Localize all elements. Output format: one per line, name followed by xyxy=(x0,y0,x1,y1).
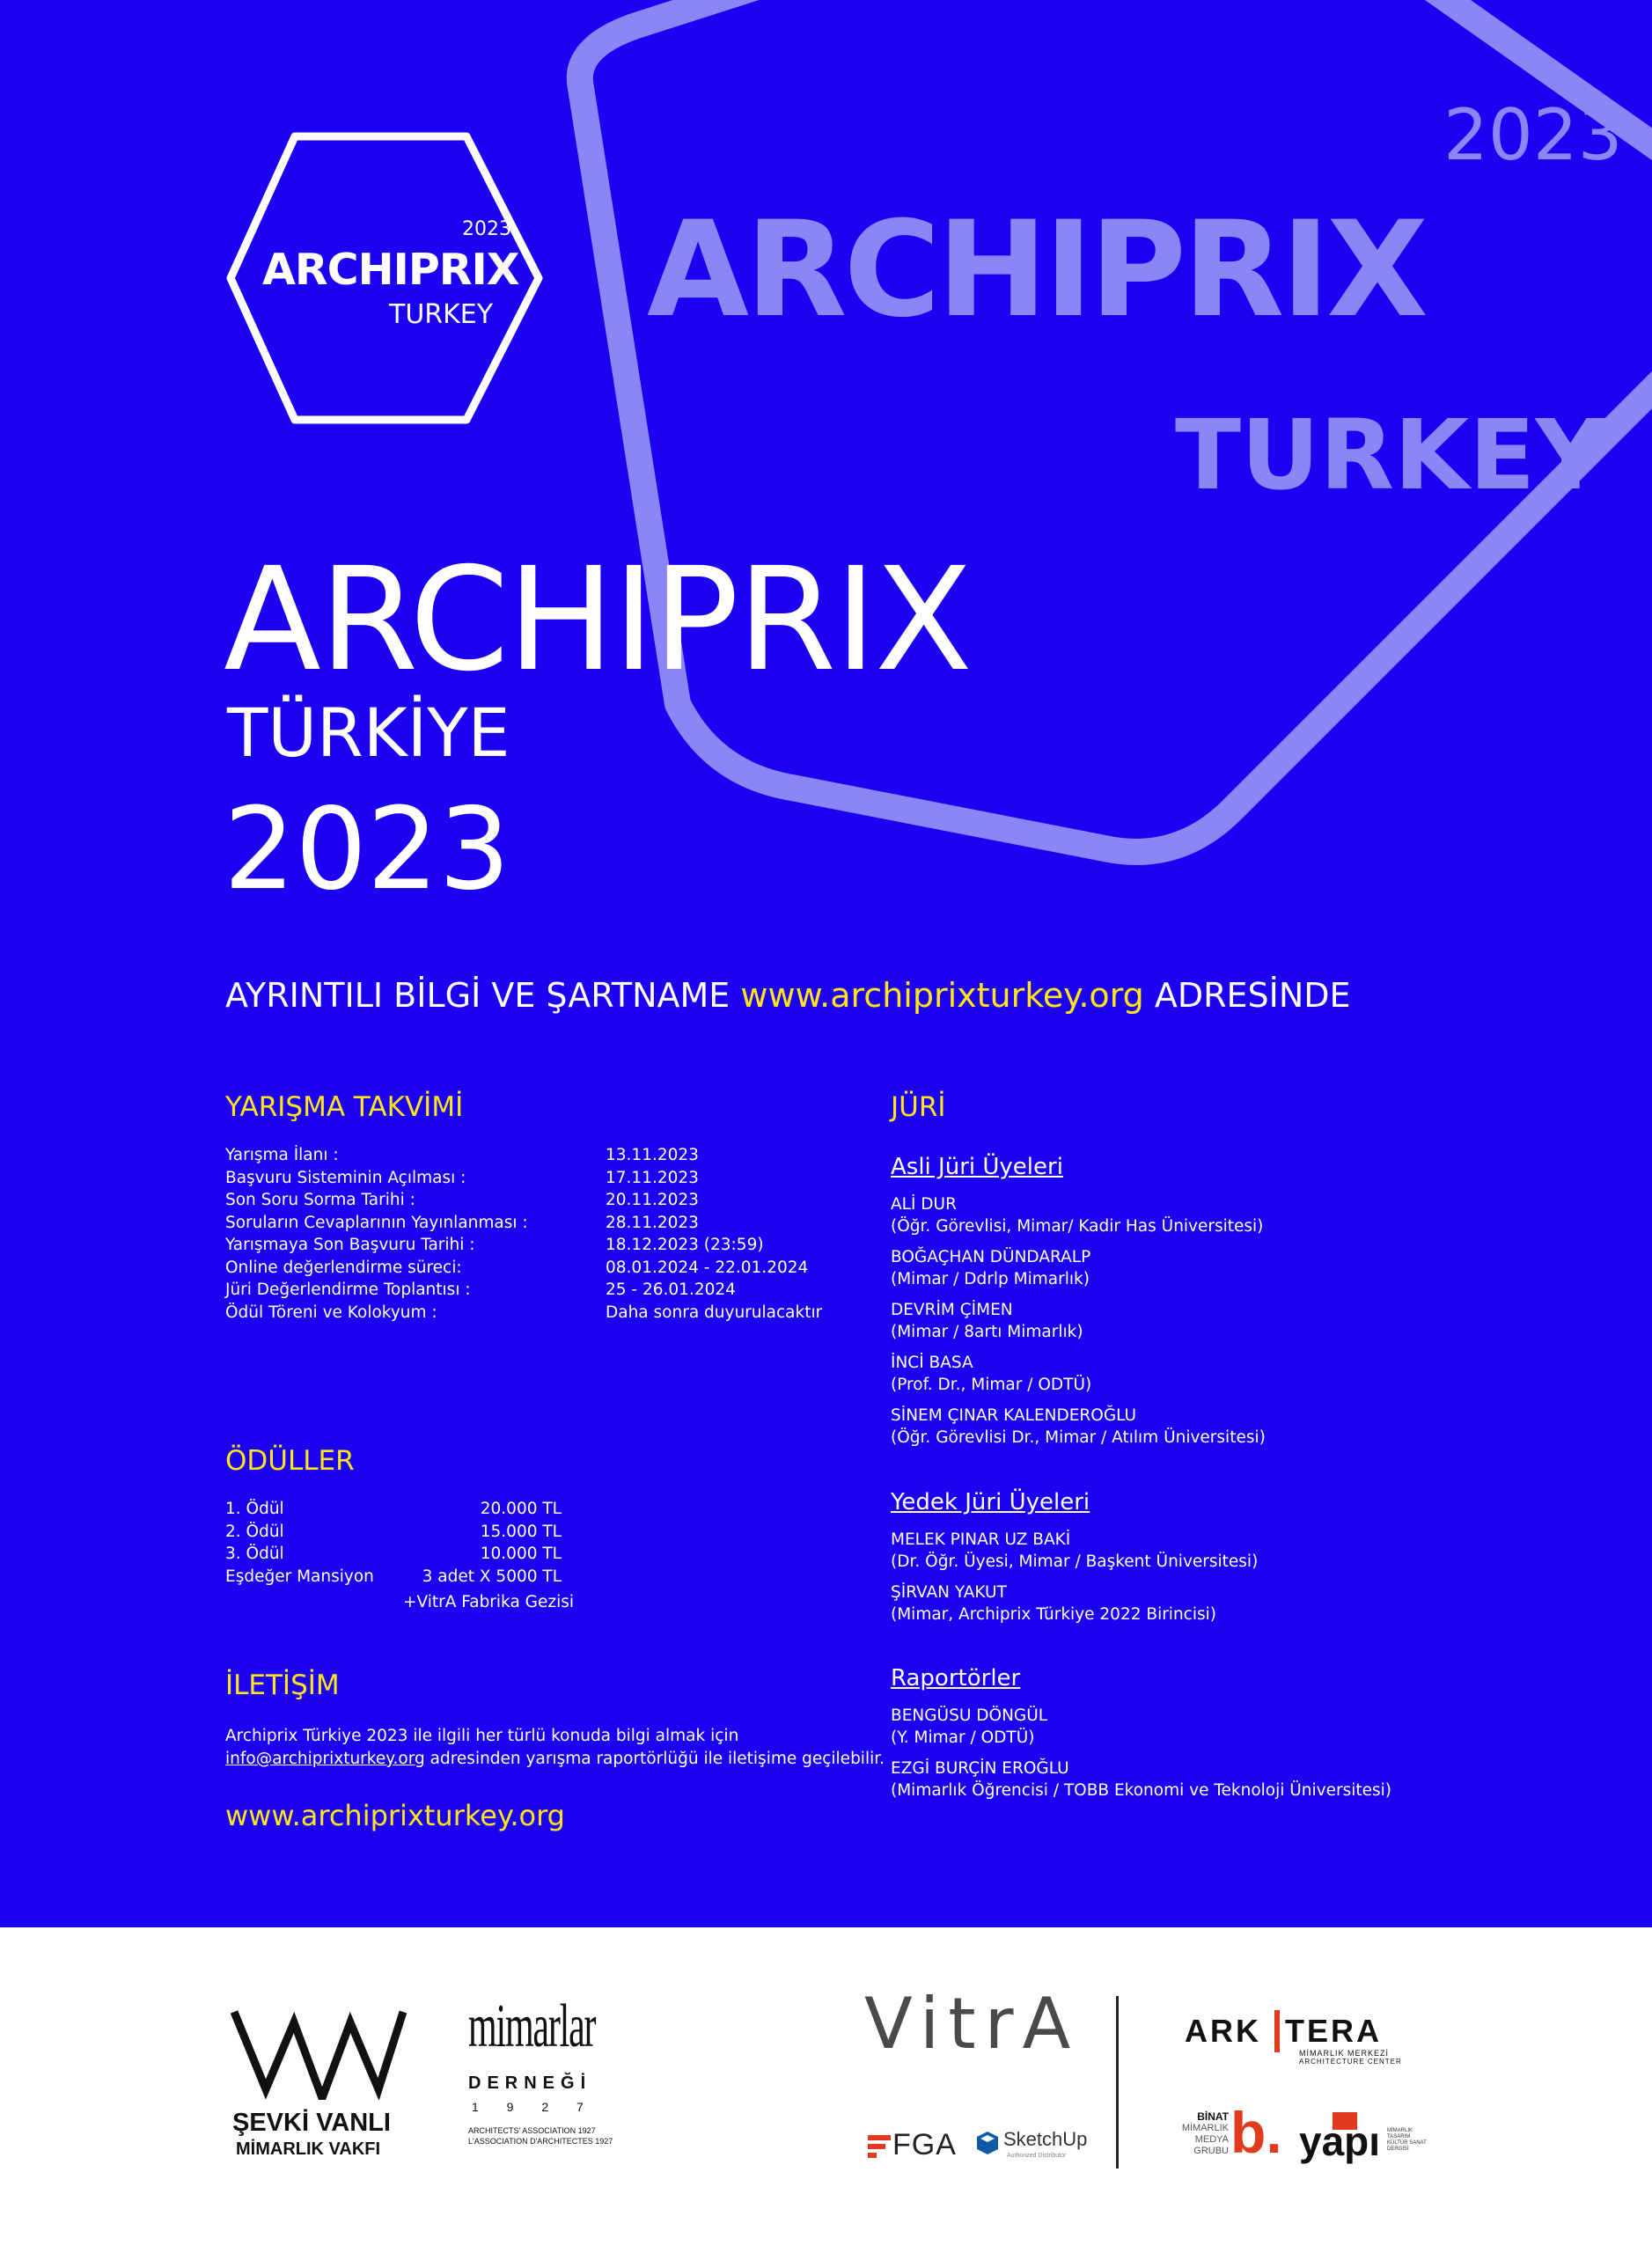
awards-heading: ÖDÜLLER xyxy=(225,1445,355,1477)
jury-main-heading: Asli Jüri Üyeleri xyxy=(891,1154,1063,1180)
sponsor-divider xyxy=(1116,1996,1119,2169)
award-row xyxy=(225,1521,562,1544)
hero-subtitle: TÜRKİYE xyxy=(227,694,510,772)
jury-member-role: (Dr. Öğr. Üyesi, Mimar / Başkent Üniversitesi) xyxy=(891,1552,1259,1571)
award-label: 2. Ödül xyxy=(225,1522,284,1541)
schedule-table xyxy=(225,1144,859,1324)
arkitera-logo xyxy=(1185,2015,1405,2068)
jury-member xyxy=(891,1405,1630,1449)
jury-member-name: ALİ DUR xyxy=(891,1195,957,1214)
sketchup-sub: Authorized Distributor xyxy=(1007,2153,1067,2159)
mimarlar-sub2: L'ASSOCIATION D'ARCHITECTES 1927 xyxy=(468,2137,613,2146)
schedule-row xyxy=(225,1212,859,1235)
jury-member xyxy=(891,1353,1630,1396)
schedule-label: Başvuru Sisteminin Açılması : xyxy=(225,1168,466,1187)
schedule-heading: YARIŞMA TAKVİMİ xyxy=(225,1091,464,1123)
binat-line2: MİMARLIK xyxy=(1181,2123,1229,2133)
info-line-text: AYRINTILI BİLGİ VE ŞARTNAME xyxy=(225,976,741,1015)
award-row xyxy=(225,1566,562,1589)
mimarlar-dernegi-logo xyxy=(463,1992,639,2163)
schedule-value: 28.11.2023 xyxy=(606,1213,699,1232)
info-line-url[interactable]: www.archiprixturkey.org xyxy=(740,976,1144,1015)
contact-line2 xyxy=(225,1748,929,1771)
award-label: 1. Ödül xyxy=(225,1500,284,1518)
jury-member-name: DEVRİM ÇİMEN xyxy=(891,1301,1013,1319)
award-row xyxy=(225,1543,562,1566)
contact-email-link[interactable]: info@archiprixturkey.org xyxy=(225,1750,425,1768)
jury-member-name: MELEK PINAR UZ BAKİ xyxy=(891,1530,1071,1549)
jury-member-role: (Mimar, Archiprix Türkiye 2022 Birincisi) xyxy=(891,1604,1216,1624)
arkitera-sub1: MİMARLIK MERKEZİ xyxy=(1299,2049,1390,2058)
arkitera-bar-icon xyxy=(1274,2010,1280,2052)
schedule-label: Yarışmaya Son Başvuru Tarihi : xyxy=(225,1236,475,1254)
jury-member-name: ŞİRVAN YAKUT xyxy=(891,1583,1007,1602)
schedule-value: 08.01.2024 - 22.01.2024 xyxy=(606,1258,809,1277)
jury-member-role: (Y. Mimar / ODTÜ) xyxy=(891,1728,1035,1747)
jury-member xyxy=(891,1530,1630,1573)
sevki-vanli-logo xyxy=(231,2003,415,2159)
jury-member xyxy=(891,1300,1630,1343)
small-logo-year: 2023 xyxy=(462,218,511,240)
schedule-row xyxy=(225,1144,859,1167)
jury-member-name: EZGİ BURÇİN EROĞLU xyxy=(891,1759,1069,1778)
jury-member-name: SİNEM ÇINAR KALENDEROĞLU xyxy=(891,1406,1137,1425)
jury-member-role: (Mimar / 8artı Mimarlık) xyxy=(891,1322,1083,1341)
jury-member xyxy=(891,1247,1630,1290)
rapporteurs-heading: Raportörler xyxy=(891,1665,1021,1692)
contact-text xyxy=(225,1725,929,1771)
sketchup-logo xyxy=(977,2130,1091,2170)
mimarlar-dernegi: DERNEĞİ xyxy=(468,2073,592,2093)
mimarlar-sub1: ARCHITECTS' ASSOCIATION 1927 xyxy=(468,2126,596,2135)
award-row xyxy=(225,1498,562,1521)
yapi-logo xyxy=(1299,2112,1440,2174)
jury-member-role: (Öğr. Görevlisi, Mimar/ Kadir Has Üniversitesi) xyxy=(891,1216,1264,1236)
awards-extra: +VitrA Fabrika Gezisi xyxy=(403,1593,575,1611)
schedule-label: Yarışma İlanı : xyxy=(225,1146,339,1164)
big-logo-wordmark: ARCHIPRIX xyxy=(647,194,1425,347)
yapi-word: yapı xyxy=(1299,2118,1381,2164)
jury-member-role: (Prof. Dr., Mimar / ODTÜ) xyxy=(891,1375,1092,1394)
sketchup-cube-icon xyxy=(977,2132,998,2154)
schedule-value: 25 - 26.01.2024 xyxy=(606,1281,736,1299)
contact-heading: İLETİŞİM xyxy=(225,1670,340,1701)
jury-heading: JÜRİ xyxy=(891,1091,946,1123)
schedule-value: 13.11.2023 xyxy=(606,1146,699,1164)
jury-member-role: (Mimar / Ddrlp Mimarlık) xyxy=(891,1269,1090,1288)
awards-table xyxy=(225,1498,562,1588)
archiprix-small-logo xyxy=(220,123,547,433)
award-label: 3. Ödül xyxy=(225,1545,284,1563)
info-line xyxy=(225,976,1351,1015)
binat-line4: GRUBU xyxy=(1193,2146,1229,2156)
schedule-value: 17.11.2023 xyxy=(606,1168,699,1187)
award-label: Eşdeğer Mansiyon xyxy=(225,1567,374,1586)
fga-mark-icon xyxy=(868,2135,891,2158)
vmv-mark-icon xyxy=(231,2003,407,2100)
schedule-value: Daha sonra duyurulacaktır xyxy=(606,1303,823,1322)
jury-member-name: BENGÜSU DÖNGÜL xyxy=(891,1706,1048,1725)
schedule-value: 18.12.2023 (23:59) xyxy=(606,1236,764,1254)
jury-member xyxy=(891,1582,1630,1626)
small-logo-wordmark: ARCHIPRIX xyxy=(262,245,519,295)
award-value: 10.000 TL xyxy=(480,1545,562,1563)
contact-line1: Archiprix Türkiye 2023 ile ilgili her türlü konuda bilgi almak için xyxy=(225,1727,739,1745)
fga-logo xyxy=(868,2128,961,2163)
sponsor-footer xyxy=(0,1927,1652,2253)
schedule-label: Jüri Değerlendirme Toplantısı : xyxy=(225,1281,471,1299)
award-value: 15.000 TL xyxy=(480,1522,562,1541)
jury-member xyxy=(891,1758,1630,1802)
contact-line2-text: adresinden yarışma raportörlüğü ile iletişime geçilebilir. xyxy=(424,1750,885,1768)
hero-title: ARCHIPRIX xyxy=(224,538,972,703)
schedule-row xyxy=(225,1279,859,1302)
binat-mark: b. xyxy=(1230,2100,1282,2165)
vitra-logo: VitrA xyxy=(864,1983,1080,2065)
schedule-value: 20.11.2023 xyxy=(606,1191,699,1209)
binat-line1: BİNAT xyxy=(1197,2110,1229,2123)
award-value: 3 adet X 5000 TL xyxy=(422,1567,562,1586)
jury-member-name: İNCİ BASA xyxy=(891,1354,973,1372)
jury-alt-list xyxy=(891,1530,1630,1635)
schedule-label: Online değerlendirme süreci: xyxy=(225,1258,462,1277)
schedule-label: Soruların Cevaplarının Yayınlanması : xyxy=(225,1213,528,1232)
small-logo-country: TURKEY xyxy=(389,299,494,330)
arkitera-left: ARK xyxy=(1185,2013,1261,2049)
jury-member-role: (Öğr. Görevlisi Dr., Mimar / Atılım Üniversitesi) xyxy=(891,1427,1266,1447)
contact-website-link[interactable]: www.archiprixturkey.org xyxy=(225,1799,565,1832)
big-logo-country: TURKEY xyxy=(1175,399,1606,511)
big-logo-year: 2023 xyxy=(1443,94,1623,176)
fga-word: FGA xyxy=(892,2128,957,2161)
schedule-row xyxy=(225,1167,859,1190)
jury-main-list xyxy=(891,1194,1630,1458)
mimarlar-word: mimarlar xyxy=(468,1992,596,2060)
schedule-label: Ödül Töreni ve Kolokyum : xyxy=(225,1303,437,1322)
schedule-row xyxy=(225,1189,859,1212)
schedule-row xyxy=(225,1302,859,1325)
jury-member-role: (Mimarlık Öğrencisi / TOBB Ekonomi ve Teknoloji Üniversitesi) xyxy=(891,1780,1392,1800)
rapporteurs-list xyxy=(891,1706,1630,1811)
hero-year: 2023 xyxy=(224,784,510,915)
jury-member xyxy=(891,1194,1630,1237)
binat-line3: MEDYA xyxy=(1194,2134,1229,2145)
vanli-line1: ŞEVKİ VANLI xyxy=(232,2109,391,2137)
vanli-line2: MİMARLIK VAKFI xyxy=(236,2139,381,2159)
mimarlar-year: 1 9 2 7 xyxy=(472,2100,596,2114)
schedule-row xyxy=(225,1234,859,1257)
yapi-sub: MİMARLIK TASARIM KÜLTÜR SANAT DERGİSİ xyxy=(1387,2128,1427,2152)
schedule-row xyxy=(225,1257,859,1280)
schedule-label: Son Soru Sorma Tarihi : xyxy=(225,1191,415,1209)
jury-member xyxy=(891,1706,1630,1749)
arkitera-right: TERA xyxy=(1285,2013,1382,2049)
sketchup-word: SketchUp xyxy=(1003,2128,1088,2150)
jury-alt-heading: Yedek Jüri Üyeleri xyxy=(891,1489,1090,1515)
info-line-suffix: ADRESİNDE xyxy=(1143,976,1351,1015)
binat-logo xyxy=(1176,2100,1282,2181)
award-value: 20.000 TL xyxy=(480,1500,562,1518)
arkitera-sub2: ARCHITECTURE CENTER xyxy=(1299,2058,1402,2066)
jury-member-name: BOĞAÇHAN DÜNDARALP xyxy=(891,1248,1091,1266)
